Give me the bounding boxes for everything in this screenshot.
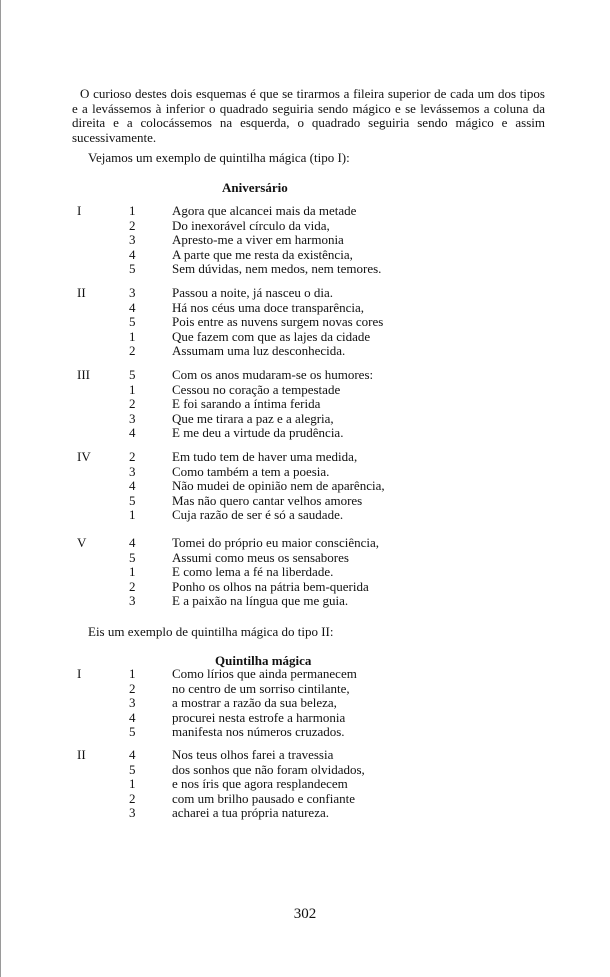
line-number: 2 [129,578,136,594]
poem-line [0,696,610,711]
line-text: com um brilho pausado e confiante [172,790,356,806]
poem-line [0,806,610,821]
line-text: Que me tirara a paz e a alegria, [172,410,334,426]
intro-paragraph: O curioso destes dois esquemas é que se tirarmos a fileira superior de cada um dos tipos e a levássemos à inferior o quadrado seguiria sendo mágico e se levássemos a coluna da direita e a colocássemos na esquerda, o quadrado seguiria sendo mágico e assim sucessivamente. [72,86,545,145]
line-number: 3 [129,695,136,710]
line-number: 5 [129,261,136,276]
stanza-roman-numeral: II [77,747,86,762]
lead-sentence-type-2: Eis um exemplo de quintilha mágica do tipo II: [88,624,334,639]
line-number: 1 [129,328,136,344]
poem-line [0,580,610,595]
line-text: manifesta nos números cruzados. [172,724,345,739]
line-number: 4 [129,709,136,725]
poem-line [0,330,610,345]
poem-line [0,465,610,480]
line-number: 2 [129,790,136,806]
line-text: Mas não quero cantar velhos amores [172,492,363,508]
line-number: 2 [129,343,136,358]
line-number: 3 [129,805,136,820]
poem-title-aniversario: Aniversário [222,180,288,195]
line-text: Nos teus olhos farei a travessia [172,747,334,762]
line-number: 5 [129,549,136,565]
line-number: 3 [129,232,136,247]
line-text: Assumam uma luz desconhecida. [172,343,346,358]
line-number: 3 [129,410,136,426]
line-number: 5 [129,724,136,739]
line-number: 4 [129,478,136,493]
line-text: Passou a noite, já nasceu o dia. [172,285,334,300]
line-text: Que fazem com que as lajes da cidade [172,328,371,344]
poem-line [0,594,610,609]
line-text: Com os anos mudaram-se os humores: [172,367,374,382]
line-number: 2 [129,449,136,464]
line-number: 3 [129,285,136,300]
poem-line [0,551,610,566]
line-number: 1 [129,666,136,681]
line-number: 4 [129,299,136,315]
poem-line [0,536,610,551]
poem-line [0,262,610,277]
line-text: Agora que alcancei mais da metade [172,203,357,218]
poem-line [0,286,610,301]
line-text: acharei a tua própria natureza. [172,805,329,820]
poem-line [0,763,610,778]
poem-line [0,344,610,359]
poem-line [0,383,610,398]
line-number: 5 [129,367,136,382]
stanza-roman-numeral: IV [77,449,91,464]
stanza-roman-numeral: V [77,535,87,550]
line-number: 5 [129,492,136,508]
line-text: E foi sarando a íntima ferida [172,396,321,411]
line-text: a mostrar a razão da sua beleza, [172,695,337,710]
line-text: Do inexorável círculo da vida, [172,217,330,233]
line-number: 1 [129,203,136,218]
page-number: 302 [293,906,317,922]
line-number: 4 [129,535,136,550]
line-number: 3 [129,593,136,608]
line-text: Há nos céus uma doce transparência, [172,299,365,315]
line-text: no centro de um sorriso cintilante, [172,680,350,696]
line-number: 3 [129,463,136,479]
stanza-roman-numeral: II [77,285,86,300]
poem-line [0,368,610,383]
poem-line [0,301,610,316]
line-number: 2 [129,396,136,411]
poem-line [0,508,610,523]
line-number: 4 [129,246,136,262]
poem-line [0,725,610,740]
poem-line [0,494,610,509]
line-text: Como também a tem a poesia. [172,463,330,479]
line-text: Pois entre as nuvens surgem novas cores [172,314,384,329]
line-text: Apresto-me a viver em harmonia [172,232,344,247]
poem-line [0,748,610,763]
poem-line [0,682,610,697]
poem-line [0,450,610,465]
line-text: Sem dúvidas, nem medos, nem temores. [172,261,382,276]
poem-line [0,412,610,427]
poem-line [0,248,610,263]
poem-title-quintilha-magica: Quintilha mágica [215,653,312,668]
line-text: Cessou no coração a tempestade [172,381,341,397]
line-text: E a paixão na língua que me guia. [172,593,349,608]
line-text: Ponho os olhos na pátria bem-querida [172,578,369,594]
poem-line [0,667,610,682]
poem-line [0,233,610,248]
line-number: 1 [129,776,136,791]
stanza-roman-numeral: I [77,666,82,681]
line-number: 4 [129,747,136,762]
line-text: e nos íris que agora resplandecem [172,776,348,791]
line-number: 5 [129,761,136,777]
poem-line [0,565,610,580]
line-number: 2 [129,217,136,233]
line-text: Não mudei de opinião nem de aparência, [172,478,385,493]
line-text: Como lírios que ainda permanecem [172,666,357,681]
line-text: Assumi como meus os sensabores [172,549,349,565]
lead-sentence-type-1: Vejamos um exemplo de quintilha mágica (tipo I): [88,150,350,165]
line-number: 1 [129,564,136,579]
poem-line [0,426,610,441]
poem-line [0,792,610,807]
line-text: Cuja razão de ser é só a saudade. [172,507,344,522]
line-number: 1 [129,507,136,522]
stanza-roman-numeral: I [77,203,82,218]
poem-line [0,219,610,234]
line-text: E como lema a fé na liberdade. [172,564,334,579]
poem-line [0,315,610,330]
line-text: procurei nesta estrofe a harmonia [172,709,346,725]
poem-line [0,479,610,494]
line-number: 5 [129,314,136,329]
line-number: 2 [129,680,136,696]
line-text: A parte que me resta da existência, [172,246,353,262]
poem-line [0,777,610,792]
line-text: Tomei do próprio eu maior consciência, [172,535,380,550]
poem-line [0,204,610,219]
line-number: 4 [129,425,136,440]
line-text: E me deu a virtude da prudência. [172,425,344,440]
stanza-roman-numeral: III [77,367,90,382]
line-text: dos sonhos que não foram olvidados, [172,761,365,777]
line-text: Em tudo tem de haver uma medida, [172,449,358,464]
poem-line [0,397,610,412]
line-number: 1 [129,381,136,397]
poem-line [0,711,610,726]
